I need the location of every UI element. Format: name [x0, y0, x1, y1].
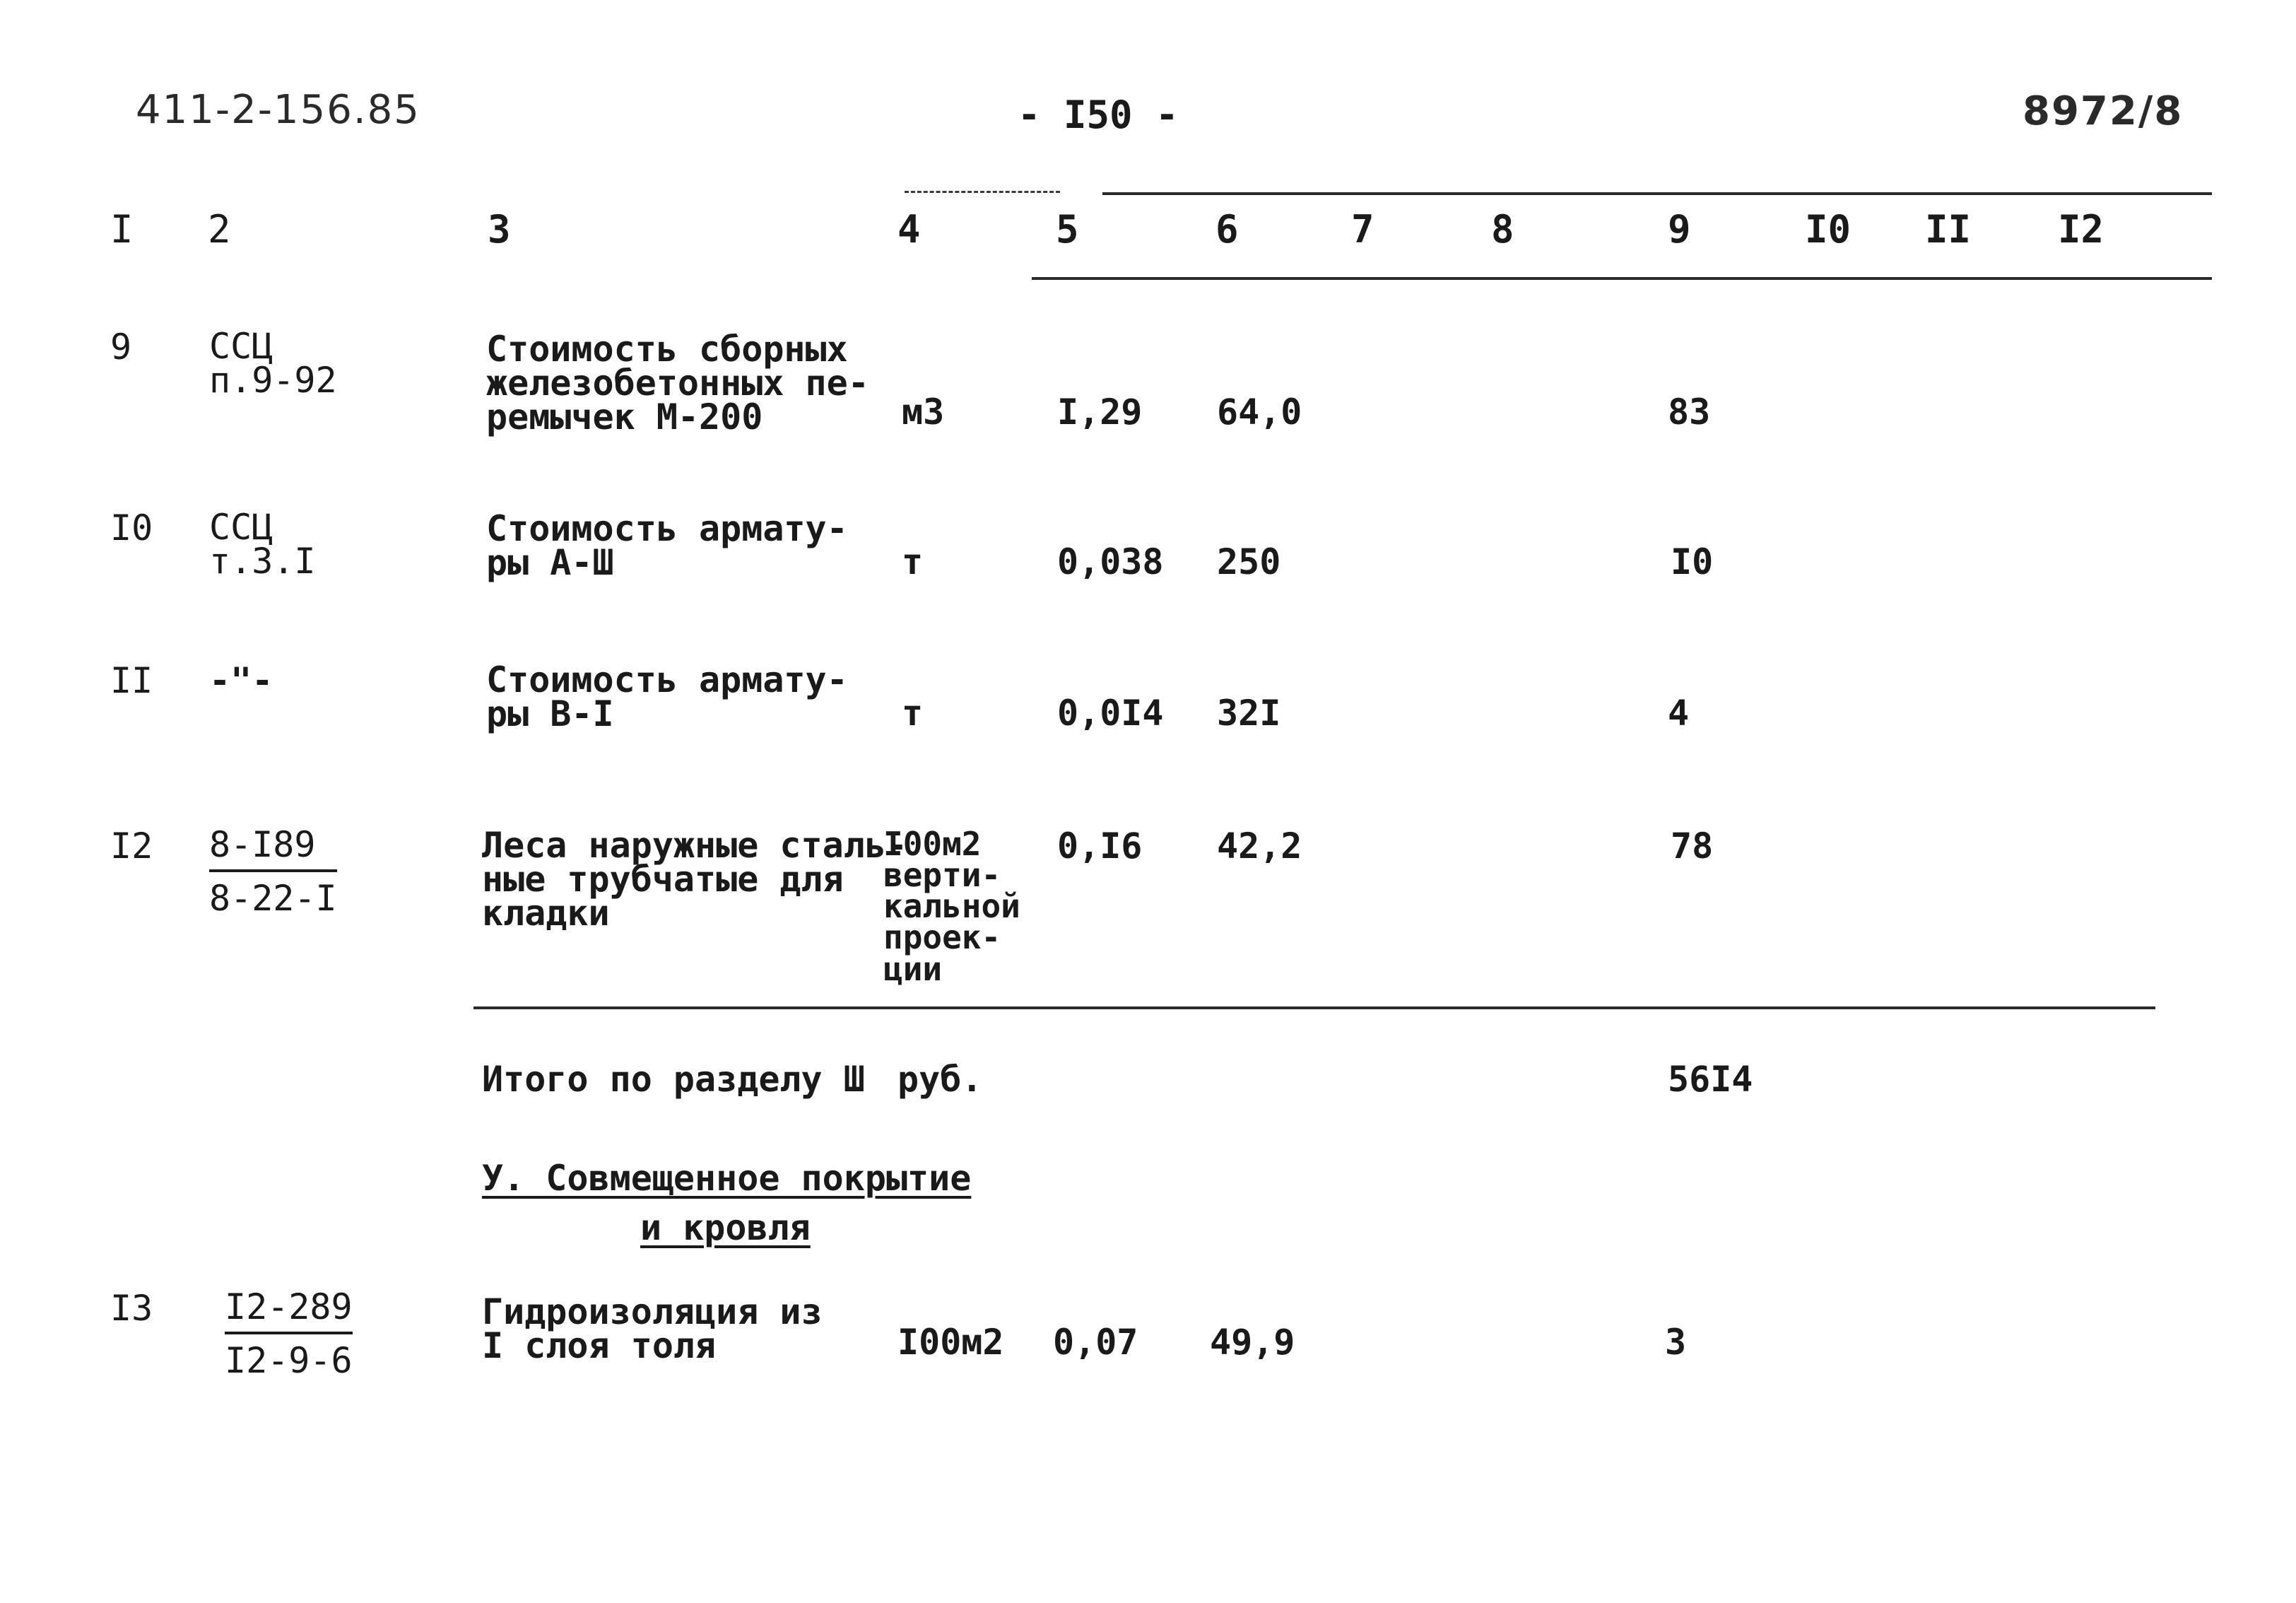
- row-12-reference: [209, 824, 337, 919]
- row-12-unit: I00м2 верти- кальной проек- ции: [883, 825, 1020, 988]
- column-header-6: 6: [1215, 207, 1239, 252]
- row-10-total: I0: [1671, 541, 1714, 582]
- row-13-unit: I00м2: [897, 1322, 1004, 1363]
- row-10-reference: ССЦ т.3.I: [209, 507, 316, 582]
- column-header-7: 7: [1351, 207, 1374, 252]
- column-header-1: I: [110, 207, 134, 252]
- row-13-description: Гидроизоляция из I слоя толя: [482, 1291, 823, 1366]
- row-13-reference-bottom: I2-9-6: [225, 1340, 353, 1381]
- document-code: 411-2-156.85: [136, 87, 420, 133]
- row-12-quantity: 0,I6: [1057, 826, 1143, 867]
- column-header-5: 5: [1056, 207, 1079, 252]
- sheet-reference: 8972/8: [2023, 88, 2184, 134]
- column-header-11: II: [1925, 207, 1972, 252]
- row-10-description: Стоимость армату- ры А-Ш: [486, 508, 848, 583]
- row-9-unit-price: 64,0: [1217, 392, 1302, 433]
- row-12-description: Леса наружные сталь- ные трубчатые для кладки: [482, 825, 908, 934]
- row-9-number: 9: [110, 327, 132, 368]
- header-rule-bottom: [1032, 277, 2212, 280]
- row-13-total: 3: [1665, 1322, 1687, 1363]
- row-12-total: 78: [1671, 826, 1714, 867]
- subtotal-unit: руб.: [897, 1059, 983, 1100]
- row-13-reference: [225, 1286, 353, 1381]
- row-10-unit-price: 250: [1217, 541, 1281, 582]
- page-number: - I50 -: [1018, 93, 1179, 137]
- row-13-quantity: 0,07: [1053, 1322, 1138, 1363]
- header-rule-top-left: [905, 191, 1060, 193]
- column-header-10: I0: [1805, 207, 1851, 252]
- row-9-quantity: I,29: [1057, 392, 1143, 433]
- subtotal-total: 56I4: [1668, 1059, 1753, 1100]
- row-11-number: II: [110, 660, 153, 701]
- row-11-total: 4: [1668, 693, 1690, 734]
- row-12-reference-top: 8-I89: [209, 827, 337, 872]
- row-12-number: I2: [110, 826, 153, 867]
- row-10-unit: т: [902, 541, 924, 582]
- row-12-unit-price: 42,2: [1217, 826, 1302, 867]
- row-9-unit: м3: [902, 392, 945, 433]
- row-11-reference: -"-: [209, 660, 273, 701]
- row-13-unit-price: 49,9: [1210, 1322, 1295, 1363]
- row-9-reference: ССЦ п.9-92: [209, 326, 337, 401]
- row-11-unit: т: [902, 693, 924, 734]
- row-11-unit-price: 32I: [1217, 693, 1281, 734]
- row-12-reference-bottom: 8-22-I: [209, 878, 337, 919]
- section-heading-line-1: У. Совмещенное покрытие: [482, 1158, 972, 1199]
- column-header-9: 9: [1668, 207, 1691, 252]
- subtotal-rule: [473, 1006, 2155, 1009]
- header-rule-top: [1102, 192, 2212, 195]
- column-header-3: 3: [488, 207, 511, 252]
- column-header-12: I2: [2058, 207, 2104, 252]
- row-11-quantity: 0,0I4: [1057, 693, 1164, 734]
- row-13-reference-top: I2-289: [225, 1289, 353, 1334]
- row-10-quantity: 0,038: [1057, 541, 1164, 582]
- row-10-number: I0: [110, 507, 153, 548]
- row-11-description: Стоимость армату- ры В-I: [486, 659, 848, 734]
- subtotal-label: Итого по разделу Ш: [482, 1059, 865, 1100]
- column-header-2: 2: [208, 207, 231, 252]
- column-header-4: 4: [897, 207, 921, 252]
- row-9-description: Стоимость сборных железобетонных пе- ремычек М-200: [486, 329, 869, 438]
- column-header-8: 8: [1491, 207, 1514, 252]
- row-9-total: 83: [1668, 392, 1711, 433]
- row-13-number: I3: [110, 1288, 153, 1329]
- section-heading-line-2: и кровля: [640, 1207, 811, 1248]
